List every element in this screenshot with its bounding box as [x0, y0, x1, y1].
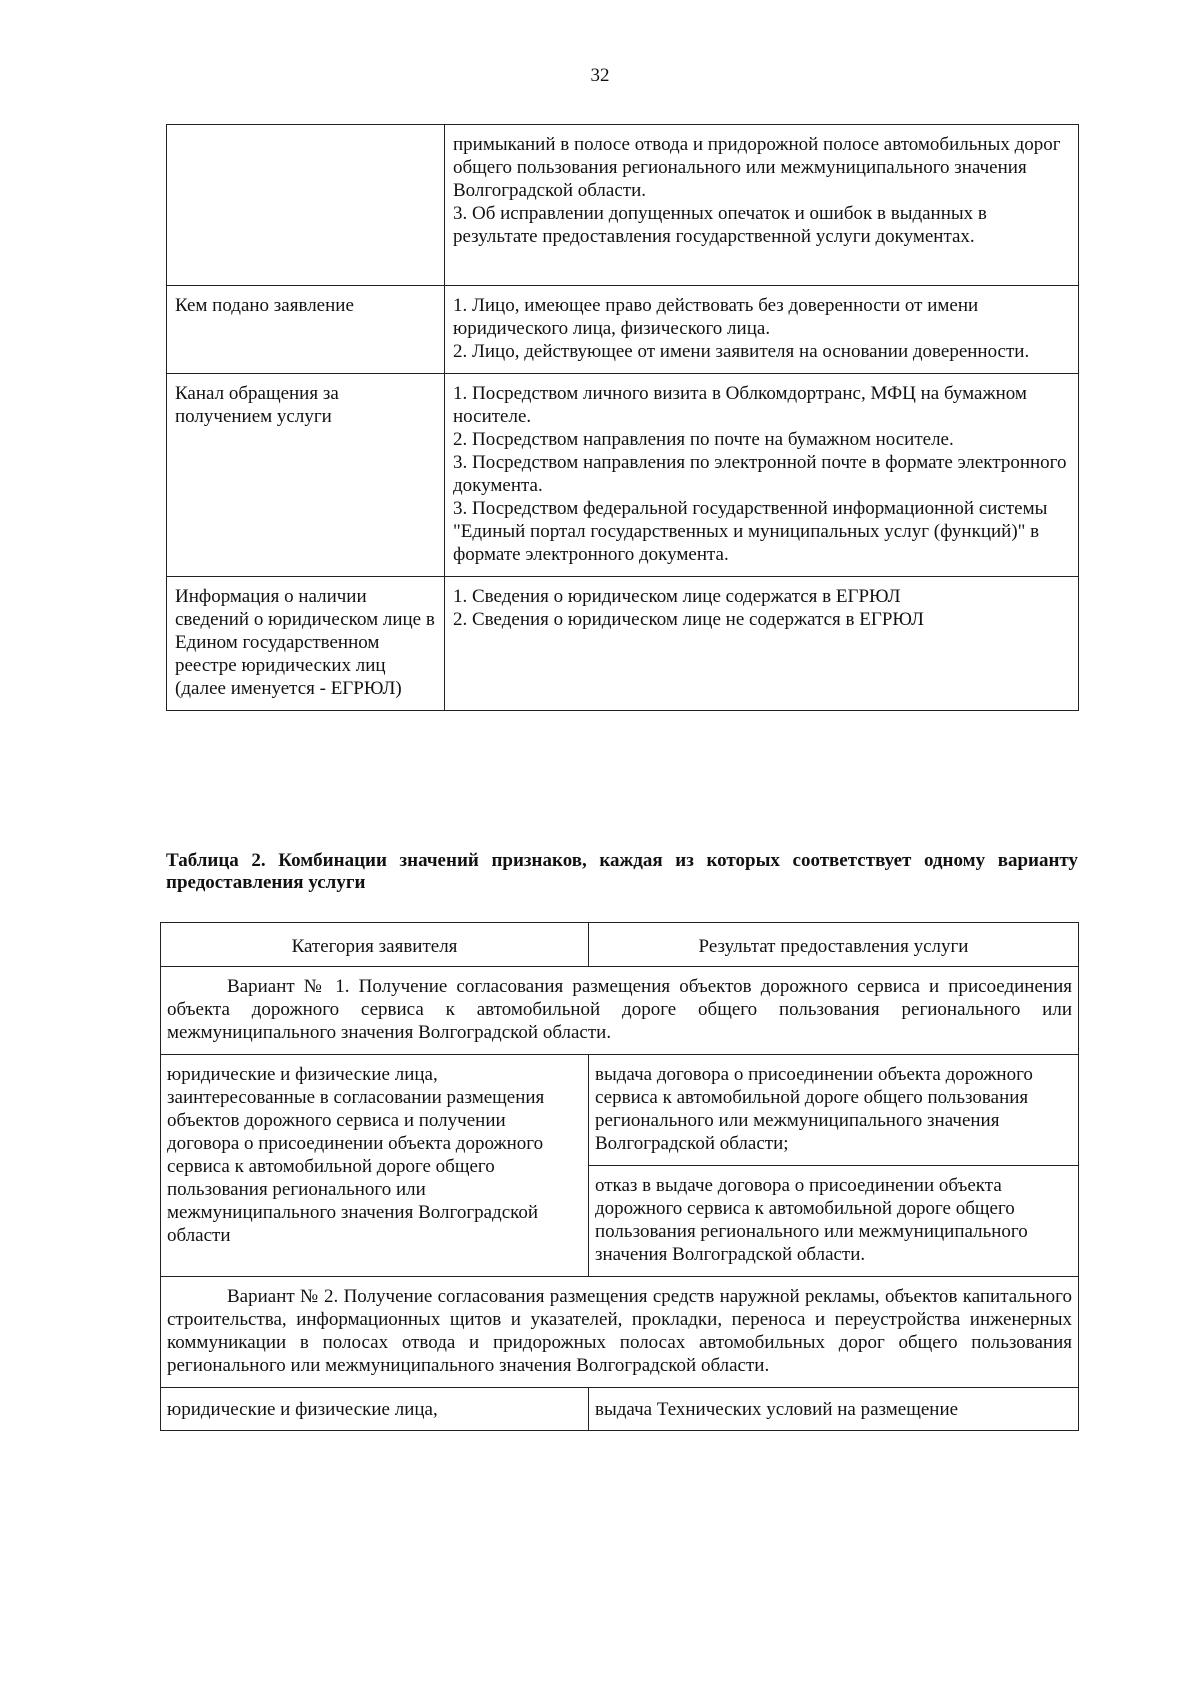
list-item: 1. Сведения о юридическом лице содержатся в ЕГРЮЛ [453, 586, 901, 607]
table-row [161, 1055, 1079, 1166]
list-item: 2. Сведения о юридическом лице не содержатся в ЕГРЮЛ [453, 609, 924, 630]
table-row [161, 967, 1079, 1055]
list-item: 2. Посредством направления по почте на бумажном носителе. [453, 429, 954, 450]
list-item: 2. Лицо, действующее от имени заявителя на основании доверенности. [453, 341, 1030, 362]
attribute-values [445, 125, 1079, 286]
attribute-label [167, 125, 445, 286]
list-item: 1. Посредством личного визита в Облкомдортранс, МФЦ на бумажном носителе. [453, 383, 1027, 427]
table-row [167, 125, 1079, 286]
table-row [167, 374, 1079, 577]
table-row [167, 286, 1079, 374]
variant-1-title: Вариант № 1. Получение согласования размещения объектов дорожного сервиса и присоединения объекта дорожного сервиса к автомобильной дороге общего пользования регионального или межмуниципального значения Волгоградской области. [161, 967, 1079, 1055]
service-attributes-table [166, 124, 1079, 711]
attribute-label: Кем подано заявление [167, 286, 445, 374]
attribute-values [445, 577, 1079, 711]
variant-2-result: выдача Технических условий на размещение [589, 1388, 1079, 1431]
attribute-values [445, 286, 1079, 374]
table-row [161, 1277, 1079, 1388]
attribute-label: Канал обращения за получением услуги [167, 374, 445, 577]
variant-1-result-2: отказ в выдаче договора о присоединении объекта дорожного сервиса к автомобильной дороге общего пользования регионального или межмуниципального значения Волгоградской области. [589, 1166, 1079, 1277]
variant-2-title: Вариант № 2. Получение согласования размещения средств наружной рекламы, объектов капитального строительства, информационных щитов и указателей, прокладки, переноса и переустройства инженерных коммуникации в полосах отвода и придорожных полосах автомобильных дорог общего пользования регионального или межмуниципального значения Волгоградской области. [161, 1277, 1079, 1388]
table-caption: Таблица 2. Комбинации значений признаков, каждая из которых соответствует одному варианту предоставления услуги [166, 850, 1078, 893]
table-header-row [161, 923, 1079, 967]
column-header-category: Категория заявителя [161, 923, 589, 967]
variant-2-category: юридические и физические лица, [161, 1388, 589, 1431]
list-item: 3. Об исправлении допущенных опечаток и ошибок в выданных в результате предоставления государственной услуги документах. [453, 203, 987, 247]
attribute-label: Информация о наличии сведений о юридическом лице в Едином государственном реестре юридических лиц (далее именуется - ЕГРЮЛ) [167, 577, 445, 711]
page-number: 32 [590, 65, 610, 86]
variant-1-category: юридические и физические лица, заинтересованные в согласовании размещения объектов дорожного сервиса и получении договора о присоединении объекта дорожного сервиса к автомобильной дороге общего пользования регионального или межмуниципального значения Волгоградской области [161, 1055, 589, 1277]
variants-table [160, 922, 1079, 1431]
list-item: 3. Посредством федеральной государственной информационной системы "Единый портал государственных и муниципальных услуг (функций)" в формате электронного документа. [453, 498, 1048, 565]
table-row [167, 577, 1079, 711]
list-item: примыканий в полосе отвода и придорожной полосе автомобильных дорог общего пользования регионального или межмуниципального значения Волгоградской области. [453, 134, 1061, 201]
variant-1-result-1: выдача договора о присоединении объекта дорожного сервиса к автомобильной дороге общего пользования регионального или межмуниципального значения Волгоградской области; [589, 1055, 1079, 1166]
list-item: 1. Лицо, имеющее право действовать без доверенности от имени юридического лица, физического лица. [453, 295, 979, 339]
column-header-result: Результат предоставления услуги [589, 923, 1079, 967]
list-item: 3. Посредством направления по электронной почте в формате электронного документа. [453, 452, 1067, 496]
attribute-values [445, 374, 1079, 577]
table-row [161, 1388, 1079, 1431]
